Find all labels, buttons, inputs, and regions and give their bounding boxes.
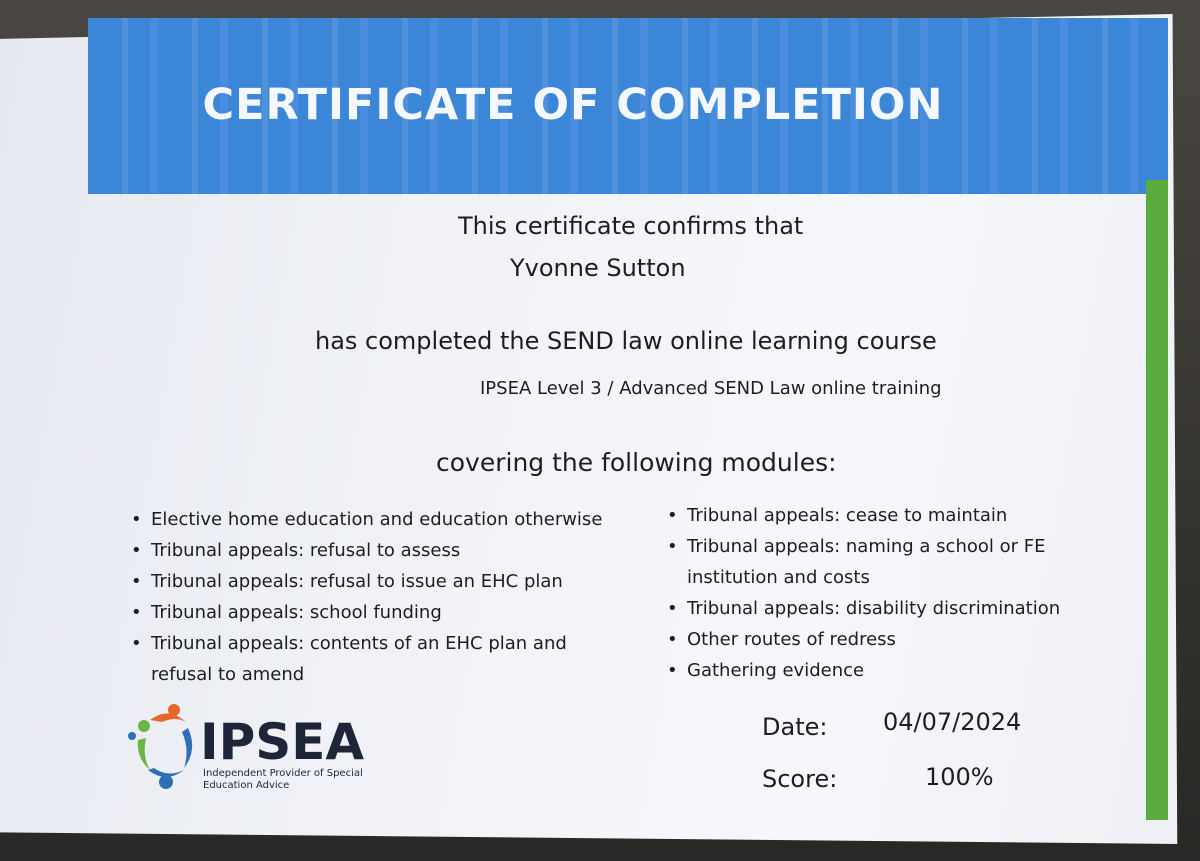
module-item: • Tribunal appeals: refusal to issue an EHC plan [131,566,651,597]
module-item: • Tribunal appeals: cease to maintain [667,500,1127,531]
course-name: IPSEA Level 3 / Advanced SEND Law online training [480,378,942,399]
covering-text: covering the following modules: [436,448,837,477]
date-label: Date: [762,713,828,741]
logo-wordmark: IPSEA [200,713,365,771]
completed-text: has completed the SEND law online learning course [315,327,937,355]
module-item: • Tribunal appeals: school funding [131,597,651,628]
green-side-stripe [1146,180,1168,820]
score-label: Score: [762,765,838,793]
module-item: • Gathering evidence [667,655,1127,686]
module-item: • Tribunal appeals: naming a school or FE institution and costs [667,531,1127,593]
date-value: 04/07/2024 [883,708,1022,736]
modules-list-left [131,504,651,690]
confirms-text: This certificate confirms that [458,212,804,240]
logo-tagline: Independent Provider of Special Education Advice [203,768,363,791]
recipient-name: Yvonne Sutton [510,254,686,282]
module-item: • Tribunal appeals: disability discrimination [667,593,1127,624]
certificate-title: CERTIFICATE OF COMPLETION [202,80,944,130]
score-value: 100% [925,763,994,791]
module-item: • Other routes of redress [667,624,1127,655]
module-item: • Tribunal appeals: refusal to assess [131,535,651,566]
modules-list-right [667,500,1127,686]
module-item: • Tribunal appeals: contents of an EHC plan and refusal to amend [131,628,621,690]
ipsea-people-circle-icon [128,700,198,792]
module-item: • Elective home education and education otherwise [131,504,651,535]
